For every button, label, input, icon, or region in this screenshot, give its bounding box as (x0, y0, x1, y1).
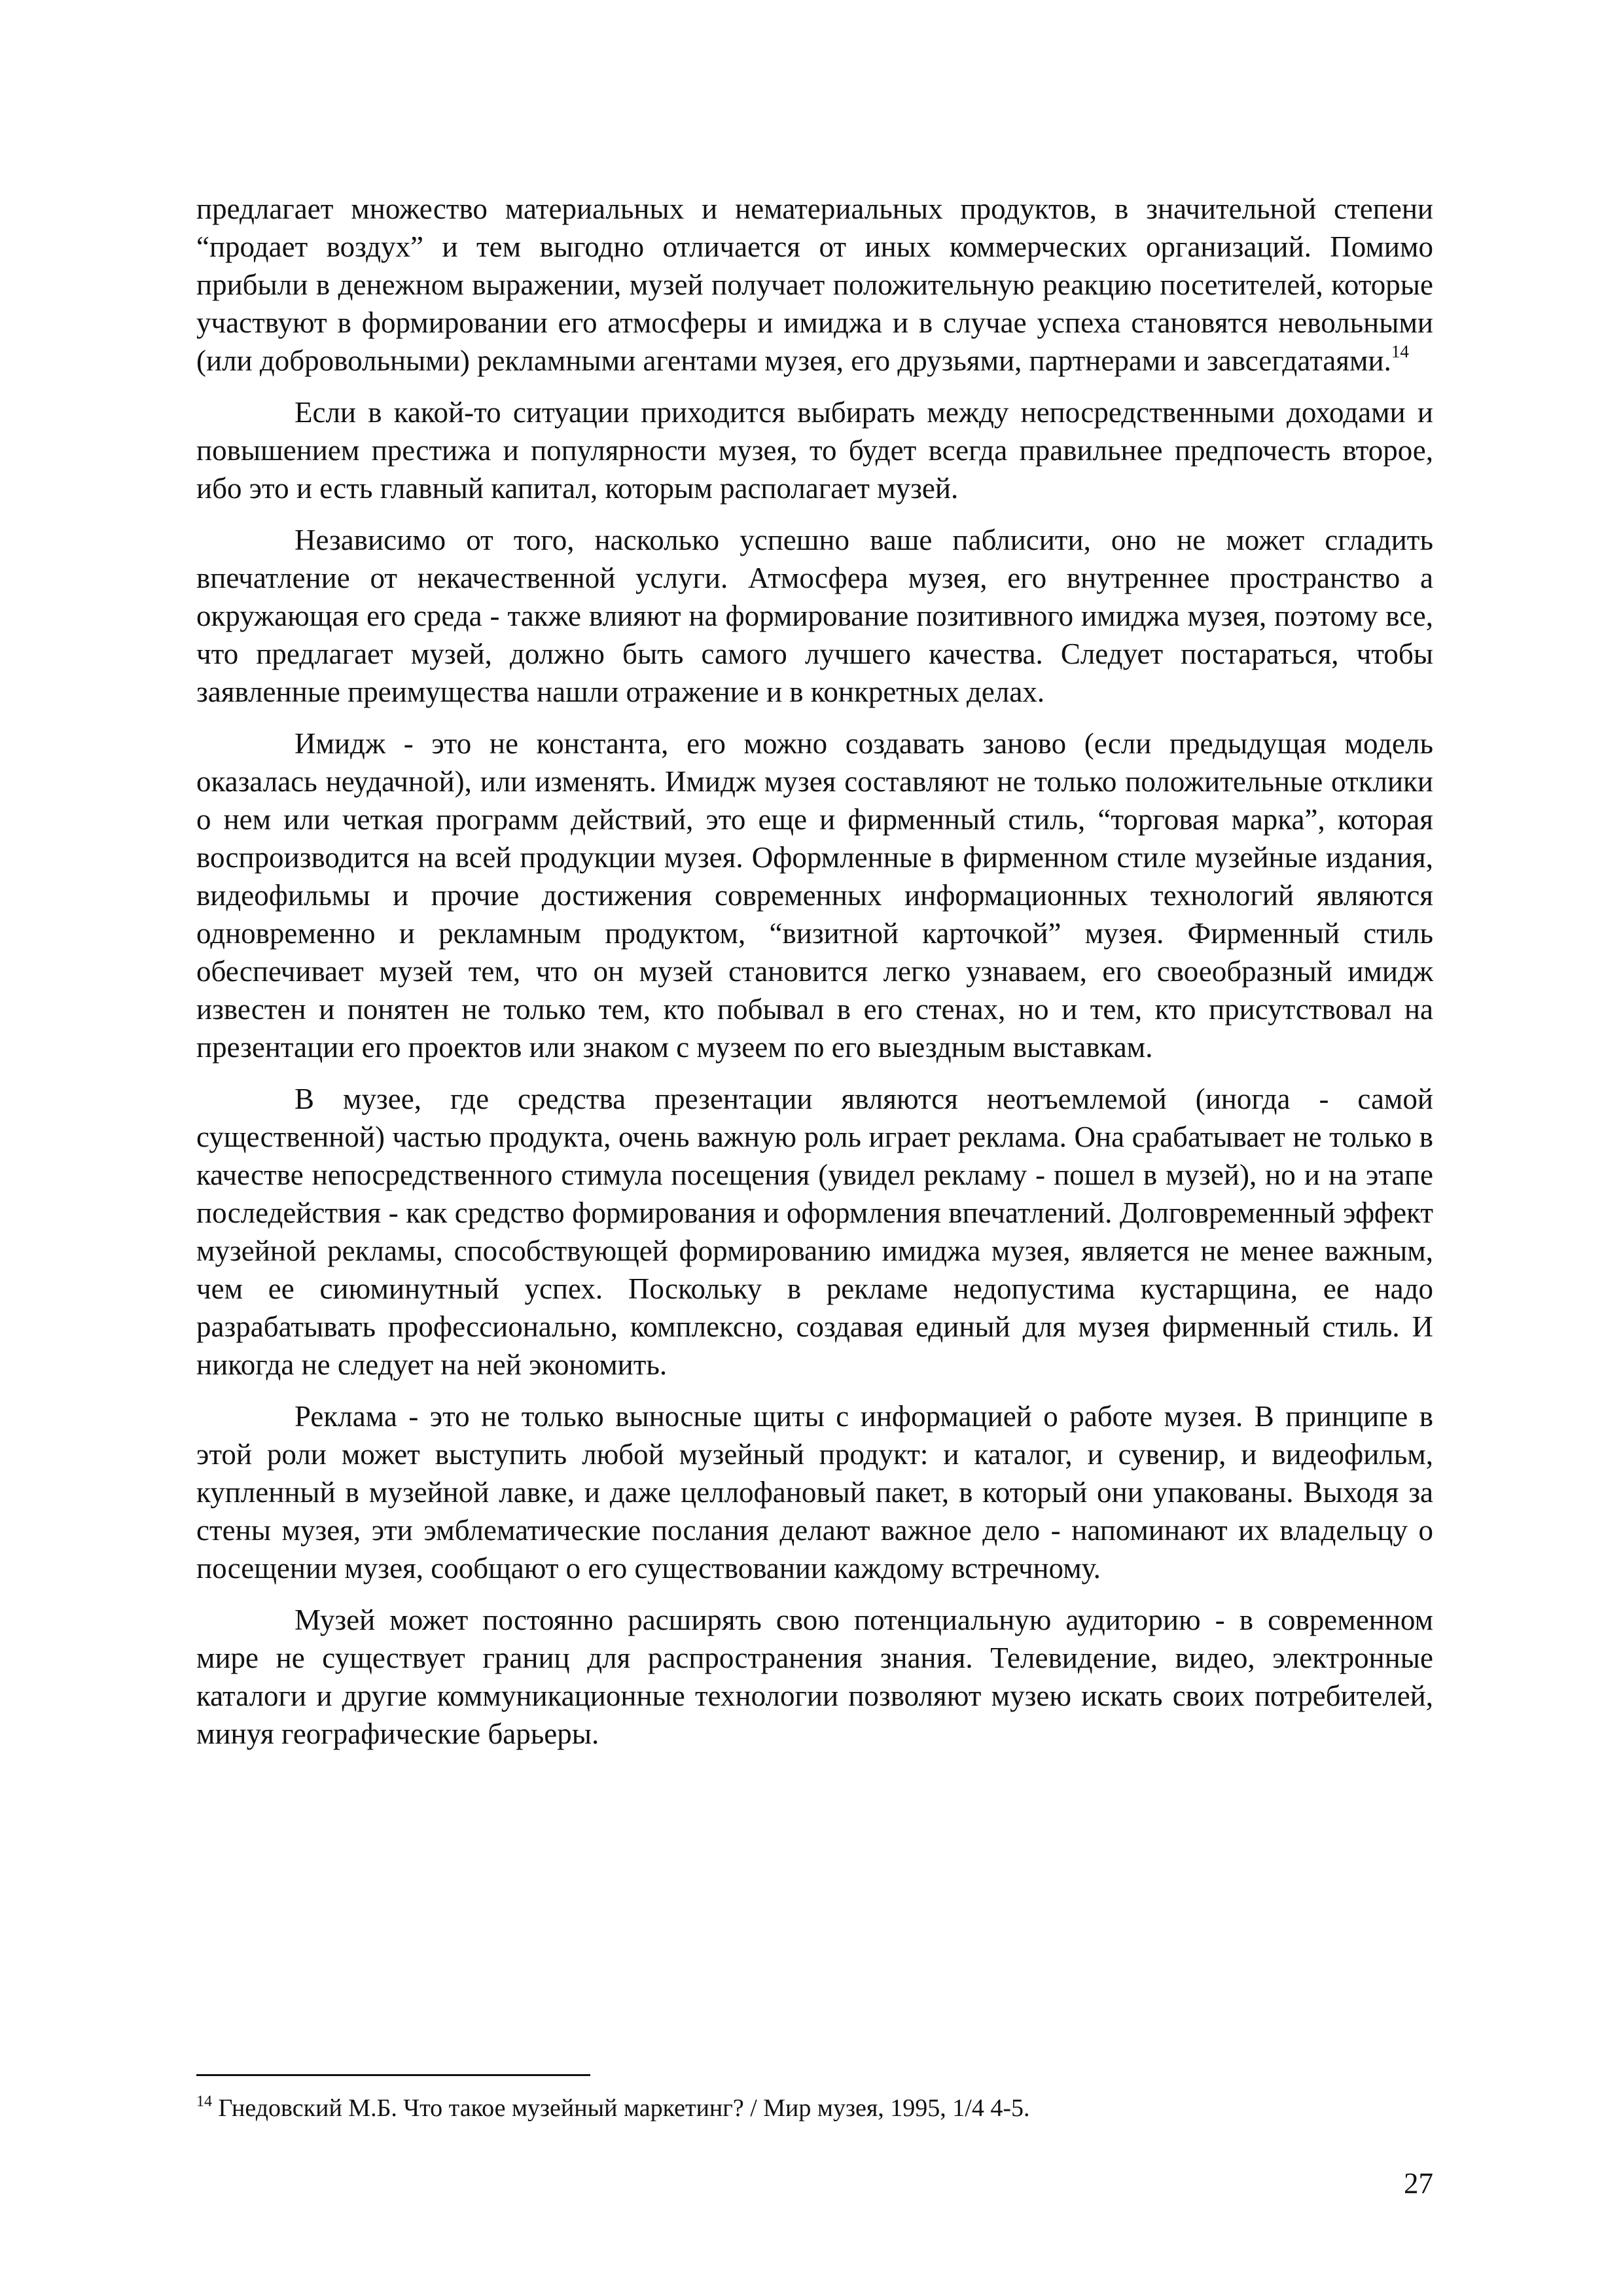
paragraph-5: В музее, где средства презентации являются неотъемлемой (иногда - самой существенной) частью продукта, очень важную роль играет реклама. Она срабатывает не только в качестве непосредственного стимула посещения (увидел рекламу - пошел в музей), но и на этапе последействия - как средство формирования и оформления впечатлений. Долговременный эффект музейной рекламы, способствующей формированию имиджа музея, является не менее важным, чем ее сиюминутный успех. Поскольку в рекламе недопустима кустарщина, ее надо разрабатывать профессионально, комплексно, создавая единый для музея фирменный стиль. И никогда не следует на ней экономить. (196, 1083, 1433, 1381)
paragraph-4: Имидж - это не константа, его можно создавать заново (если предыдущая модель оказалась неудачной), или изменять. Имидж музея составляют не только положительные отклики о нем или четкая программ действий, это еще и фирменный стиль, “торговая марка”, которая воспроизводится на всей продукции музея. Оформленные в фирменном стиле музейные издания, видеофильмы и прочие достижения современных информационных технологий являются одновременно и рекламным продуктом, “визитной карточкой” музея. Фирменный стиль обеспечивает музей тем, что он музей становится легко узнаваем, его своеобразный имидж известен и понятен не только тем, кто побывал в его стенах, но и тем, кто присутствовал на презентации его проектов или знаком с музеем по его выездным выставкам. (196, 727, 1433, 1064)
footnote-14 (196, 2093, 1433, 2123)
paragraph-1-text: предлагает множество материальных и нематериальных продуктов, в значительной степени “продает воздух” и тем выгодно отличается от иных коммерческих организаций. Помимо прибыли в денежном выражении, музей получает положительную реакцию посетителей, которые участвуют в формировании его атмосферы и имиджа и в случае успеха становятся невольными (или добровольными) рекламными агентами музея, его друзьями, партнерами и завсегдатаями. (196, 192, 1433, 377)
paragraph-7: Музей может постоянно расширять свою потенциальную аудиторию - в современном мире не существует границ для распространения знания. Телевидение, видео, электронные каталоги и другие коммуникационные технологии позволяют музею искать своих потребителей, минуя географические барьеры. (196, 1604, 1433, 1750)
paragraph-3: Независимо от того, насколько успешно ваше паблисити, оно не может сгладить впечатление от некачественной услуги. Атмосфера музея, его внутреннее пространство а окружающая его среда - также влияют на формирование позитивного имиджа музея, поэтому все, что предлагает музей, должно быть самого лучшего качества. Следует постараться, чтобы заявленные преимущества нашли отражение и в конкретных делах. (196, 524, 1433, 708)
page-number: 27 (1404, 2167, 1433, 2200)
footnote-text: Гнедовский М.Б. Что такое музейный маркетинг? / Мир музея, 1995, 1/4 4-5. (212, 2094, 1030, 2122)
footnote-mark: 14 (196, 2093, 212, 2110)
footnote-reference-14[interactable]: 14 (1391, 342, 1409, 361)
body-text (196, 190, 1433, 1767)
paragraph-1 (196, 190, 1433, 380)
paragraph-6: Реклама - это не только выносные щиты с информацией о работе музея. В принципе в этой роли может выступить любой музейный продукт: и каталог, и сувенир, и видеофильм, купленный в музейной лавке, и даже целлофановый пакет, в который они упакованы. Выходя за стены музея, эти эмблематические послания делают важное дело - напоминают их владельцу о посещении музея, сообщают о его существовании каждому встречному. (196, 1400, 1433, 1585)
footnote-separator (196, 2074, 590, 2076)
paragraph-2: Если в какой-то ситуации приходится выбирать между непосредственными доходами и повышением престижа и популярности музея, то будет всегда правильнее предпочесть второе, ибо это и есть главный капитал, которым располагает музей. (196, 396, 1433, 505)
